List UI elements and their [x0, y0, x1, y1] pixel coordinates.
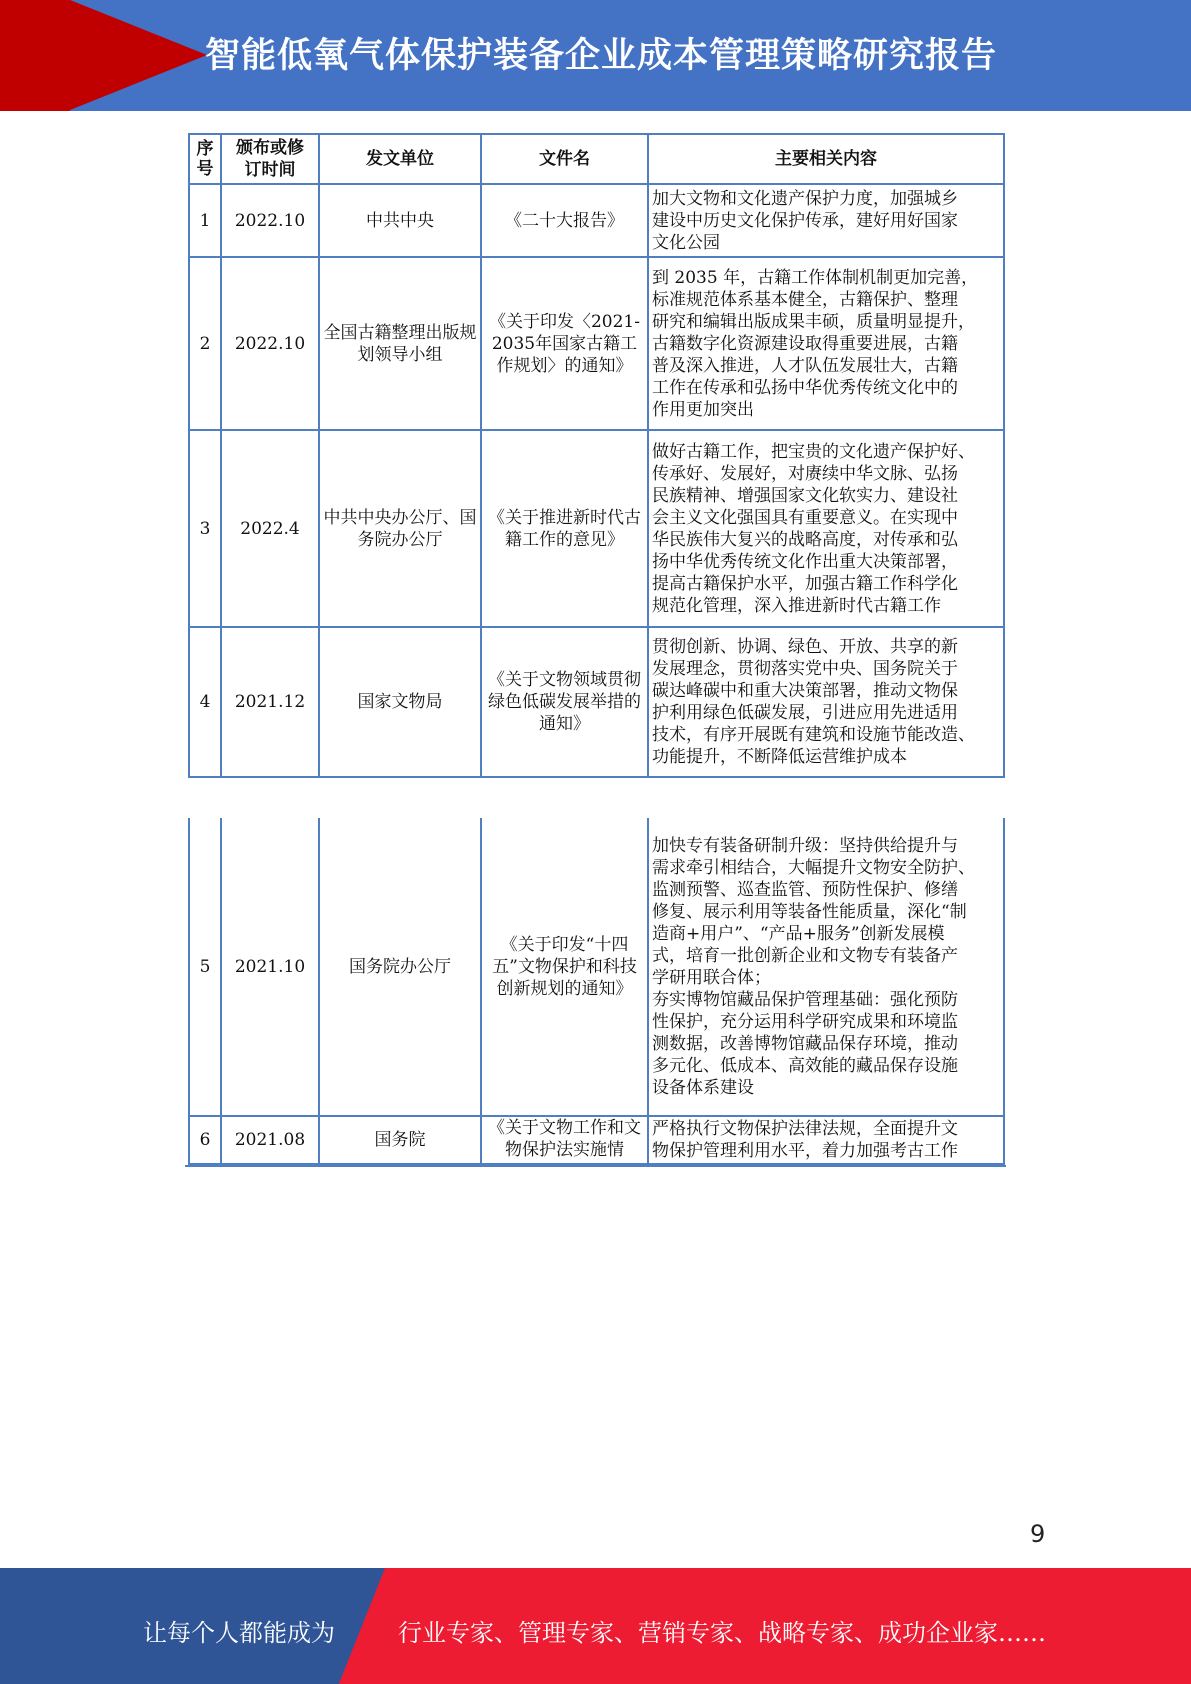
content-line: 式，培育一批创新企业和文物专有装备产	[652, 945, 958, 966]
header-doc: 文件名	[481, 134, 648, 184]
content-line: 学研用联合体；	[652, 967, 771, 988]
content-line: 碳达峰碳中和重大决策部署，推动文物保	[652, 681, 958, 701]
header-arrow-base	[0, 0, 70, 111]
content-line: 性保护，充分运用科学研究成果和环境监	[652, 1011, 958, 1032]
row-content	[648, 430, 1004, 627]
row-no: 1	[189, 184, 221, 257]
content-line: 设备体系建设	[652, 1077, 754, 1098]
policy-table-part-2	[188, 818, 1005, 1165]
content-line: 严格执行文物保护法律法规，全面提升文	[652, 1119, 958, 1139]
row-issuer: 中共中央	[319, 184, 481, 257]
row-content	[648, 1116, 1004, 1164]
content-line: 护利用绿色低碳发展，引进应用先进适用	[652, 703, 958, 723]
content-line: 物保护管理利用水平，着力加强考古工作	[652, 1141, 958, 1161]
header-issuer: 发文单位	[319, 134, 481, 184]
header-date: 颁布或修 订时间	[221, 134, 319, 184]
content-line: 修复、展示利用等装备性能质量，深化“制	[652, 901, 967, 922]
row-doc: 《关于文物工作和文物保护法实施情	[481, 1116, 648, 1164]
content-line: 工作在传承和弘扬中华优秀传统文化中的	[652, 377, 958, 398]
footer-slogan-right: 行业专家、管理专家、营销专家、战略专家、成功企业家……	[398, 1619, 1046, 1647]
content-line: 做好古籍工作，把宝贵的文化遗产保护好、	[652, 441, 975, 462]
row-no: 5	[189, 818, 221, 1116]
content-line: 作用更加突出	[652, 399, 754, 420]
header-arrow-icon	[70, 0, 207, 110]
row-content	[648, 627, 1004, 777]
table-row	[189, 184, 1004, 257]
row-doc: 《关于推进新时代古籍工作的意见》	[481, 430, 648, 627]
table-row	[189, 1116, 1004, 1164]
content-line: 研究和编辑出版成果丰硕，质量明显提升，	[652, 311, 975, 332]
table-row	[189, 257, 1004, 430]
content-line: 古籍数字化资源建设取得重要进展，古籍	[652, 333, 958, 354]
row-issuer: 国务院办公厅	[319, 818, 481, 1116]
table-bottom-rule	[185, 1165, 1006, 1167]
policy-table-part-1	[188, 133, 1005, 778]
content-line: 民族精神、增强国家文化软实力、建设社	[652, 485, 958, 506]
content-line: 贯彻创新、协调、绿色、开放、共享的新	[652, 637, 958, 657]
header-band	[0, 0, 1191, 111]
content-line: 建设中历史文化保护传承，建好用好国家	[652, 210, 958, 231]
content-line: 测数据，改善博物馆藏品保存环境，推动	[652, 1033, 958, 1054]
page-break-gap	[186, 778, 1006, 786]
row-issuer: 全国古籍整理出版规划领导小组	[319, 257, 481, 430]
content-line: 加快专有装备研制升级：坚持供给提升与	[652, 835, 958, 856]
content-line: 华民族伟大复兴的战略高度，对传承和弘	[652, 529, 958, 550]
row-date: 2021.08	[221, 1116, 319, 1164]
row-no: 3	[189, 430, 221, 627]
table-header-row	[189, 134, 1004, 184]
row-no: 4	[189, 627, 221, 777]
content-line: 扬中华优秀传统文化作出重大决策部署，	[652, 551, 958, 572]
row-no: 2	[189, 257, 221, 430]
content-line: 夯实博物馆藏品保护管理基础：强化预防	[652, 989, 958, 1010]
footer-slogan-left: 让每个人都能成为	[143, 1619, 335, 1647]
row-date: 2021.12	[221, 627, 319, 777]
row-no: 6	[189, 1116, 221, 1164]
row-doc: 《关于印发“十四五”文物保护和科技创新规划的通知》	[481, 818, 648, 1116]
content-line: 普及深入推进，人才队伍发展壮大，古籍	[652, 355, 958, 376]
table-row	[189, 430, 1004, 627]
row-date: 2022.10	[221, 257, 319, 430]
content-line: 发展理念，贯彻落实党中央、国务院关于	[652, 659, 958, 679]
header-no: 序 号	[189, 134, 221, 184]
content-line: 加大文物和文化遗产保护力度，加强城乡	[652, 188, 958, 209]
footer-band	[0, 1568, 1191, 1684]
table-row	[189, 627, 1004, 777]
row-issuer: 国家文物局	[319, 627, 481, 777]
page-number: 9	[1030, 1520, 1046, 1548]
content-line: 造商+用户”、“产品+服务”创新发展模	[652, 923, 945, 944]
content-line: 标准规范体系基本健全，古籍保护、整理	[652, 289, 958, 310]
row-doc: 《关于印发〈2021-2035年国家古籍工作规划〉的通知》	[481, 257, 648, 430]
content-line: 监测预警、巡查监管、预防性保护、修缮	[652, 879, 958, 900]
row-content	[648, 257, 1004, 430]
row-doc: 《关于文物领域贯彻绿色低碳发展举措的通知》	[481, 627, 648, 777]
content-line: 需求牵引相结合，大幅提升文物安全防护、	[652, 857, 975, 878]
content-line: 规范化管理，深入推进新时代古籍工作	[652, 595, 941, 616]
content-line: 多元化、低成本、高效能的藏品保存设施	[652, 1055, 958, 1076]
row-issuer: 国务院	[319, 1116, 481, 1164]
content-line: 会主义文化强国具有重要意义。在实现中	[652, 507, 958, 528]
row-date: 2021.10	[221, 818, 319, 1116]
row-content	[648, 184, 1004, 257]
content-line: 功能提升，不断降低运营维护成本	[652, 747, 907, 767]
header-content: 主要相关内容	[648, 134, 1004, 184]
content-line: 传承好、发展好，对赓续中华文脉、弘扬	[652, 463, 958, 484]
table-row	[189, 818, 1004, 1116]
content-line: 到 2035 年，古籍工作体制机制更加完善，	[652, 267, 979, 288]
report-title: 智能低氧气体保护装备企业成本管理策略研究报告	[205, 36, 998, 76]
content-line: 文化公园	[652, 232, 720, 253]
content-line: 提高古籍保护水平，加强古籍工作科学化	[652, 573, 958, 594]
row-doc: 《二十大报告》	[481, 184, 648, 257]
row-content	[648, 818, 1004, 1116]
row-issuer: 中共中央办公厅、国务院办公厅	[319, 430, 481, 627]
row-date: 2022.10	[221, 184, 319, 257]
row-date: 2022.4	[221, 430, 319, 627]
content-line: 技术，有序开展既有建筑和设施节能改造、	[652, 725, 975, 745]
